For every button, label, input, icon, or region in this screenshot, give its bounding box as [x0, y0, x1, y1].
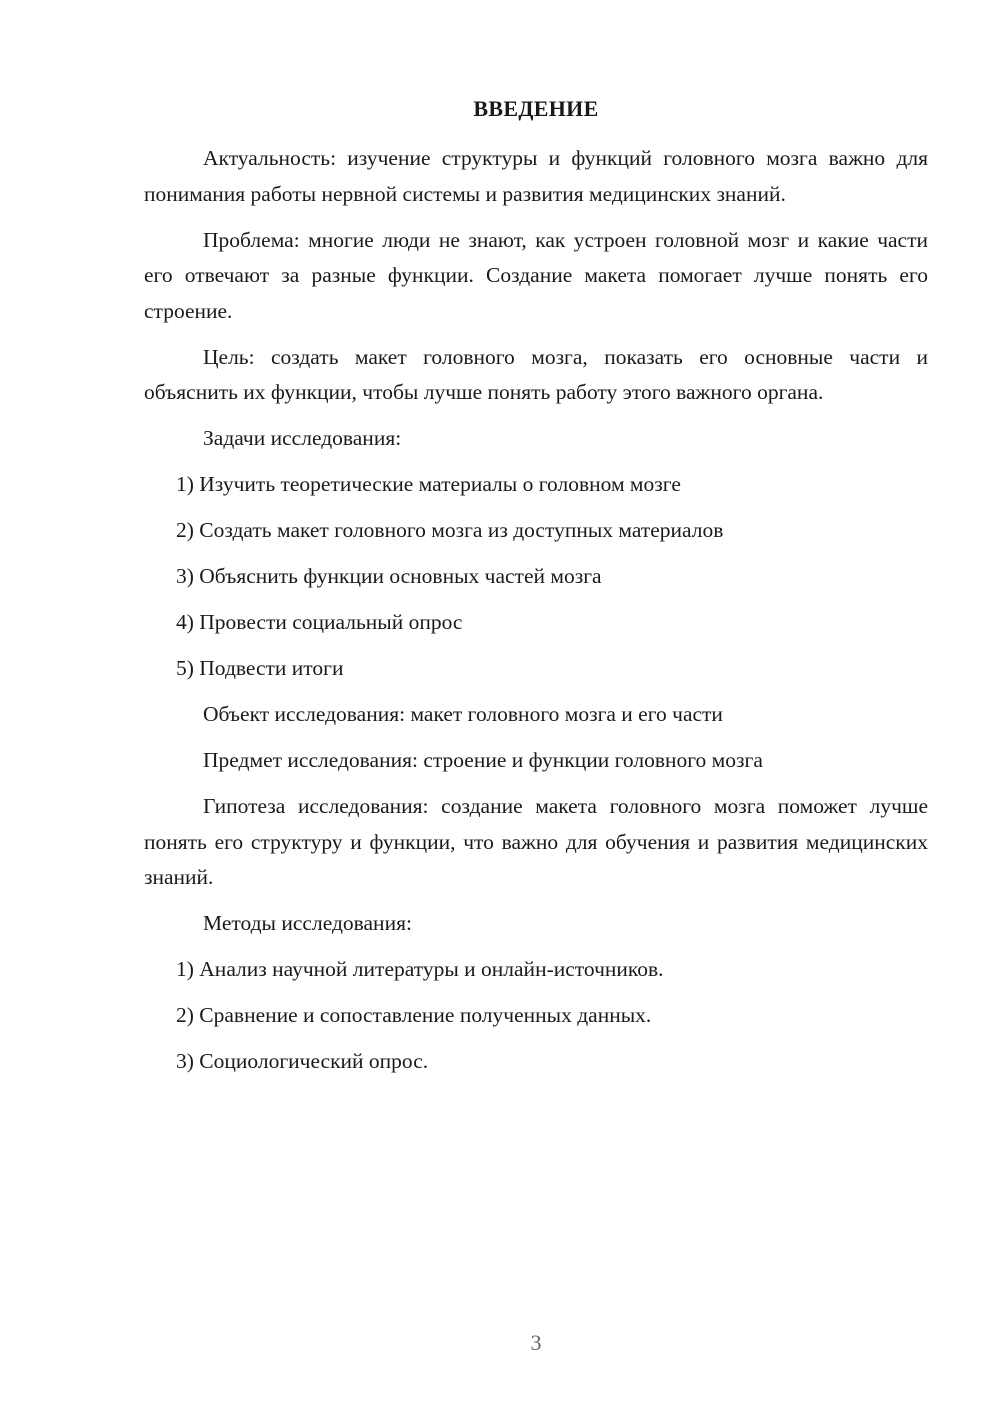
tasks-heading: Задачи исследования: [203, 426, 402, 450]
subject-paragraph: Предмет исследования: строение и функции головного мозга [203, 748, 763, 772]
task-item-3: 3) Объяснить функции основных частей мозга [176, 564, 602, 588]
method-item-1: 1) Анализ научной литературы и онлайн-источников. [176, 957, 664, 981]
page-number: 3 [530, 1330, 542, 1355]
goal-paragraph: Цель: создать макет головного мозга, показать его основные части и объяснить их функции, чтобы лучше понять работу этого важного органа. [144, 344, 928, 404]
method-item-2: 2) Сравнение и сопоставление полученных данных. [176, 1003, 652, 1027]
object-paragraph: Объект исследования: макет головного мозга и его части [203, 702, 723, 726]
relevance-paragraph: Актуальность: изучение структуры и функций головного мозга важно для понимания работы нервной системы и развития медицинских знаний. [144, 146, 928, 206]
task-item-2: 2) Создать макет головного мозга из доступных материалов [176, 518, 724, 542]
task-item-4: 4) Провести социальный опрос [176, 610, 463, 634]
page-title: ВВЕДЕНИЕ [473, 96, 599, 121]
task-item-1: 1) Изучить теоретические материалы о головном мозге [176, 472, 681, 496]
method-item-3: 3) Социологический опрос. [176, 1049, 429, 1073]
methods-heading: Методы исследования: [203, 911, 412, 935]
task-item-5: 5) Подвести итоги [176, 656, 344, 680]
hypothesis-paragraph: Гипотеза исследования: создание макета головного мозга поможет лучше понять его структуру и функции, что важно для обучения и развития медицинских знаний. [144, 794, 928, 889]
problem-paragraph: Проблема: многие люди не знают, как устроен головной мозг и какие части его отвечают за разные функции. Создание макета помогает лучше понять его строение. [144, 227, 928, 323]
page-content [144, 141, 928, 1090]
